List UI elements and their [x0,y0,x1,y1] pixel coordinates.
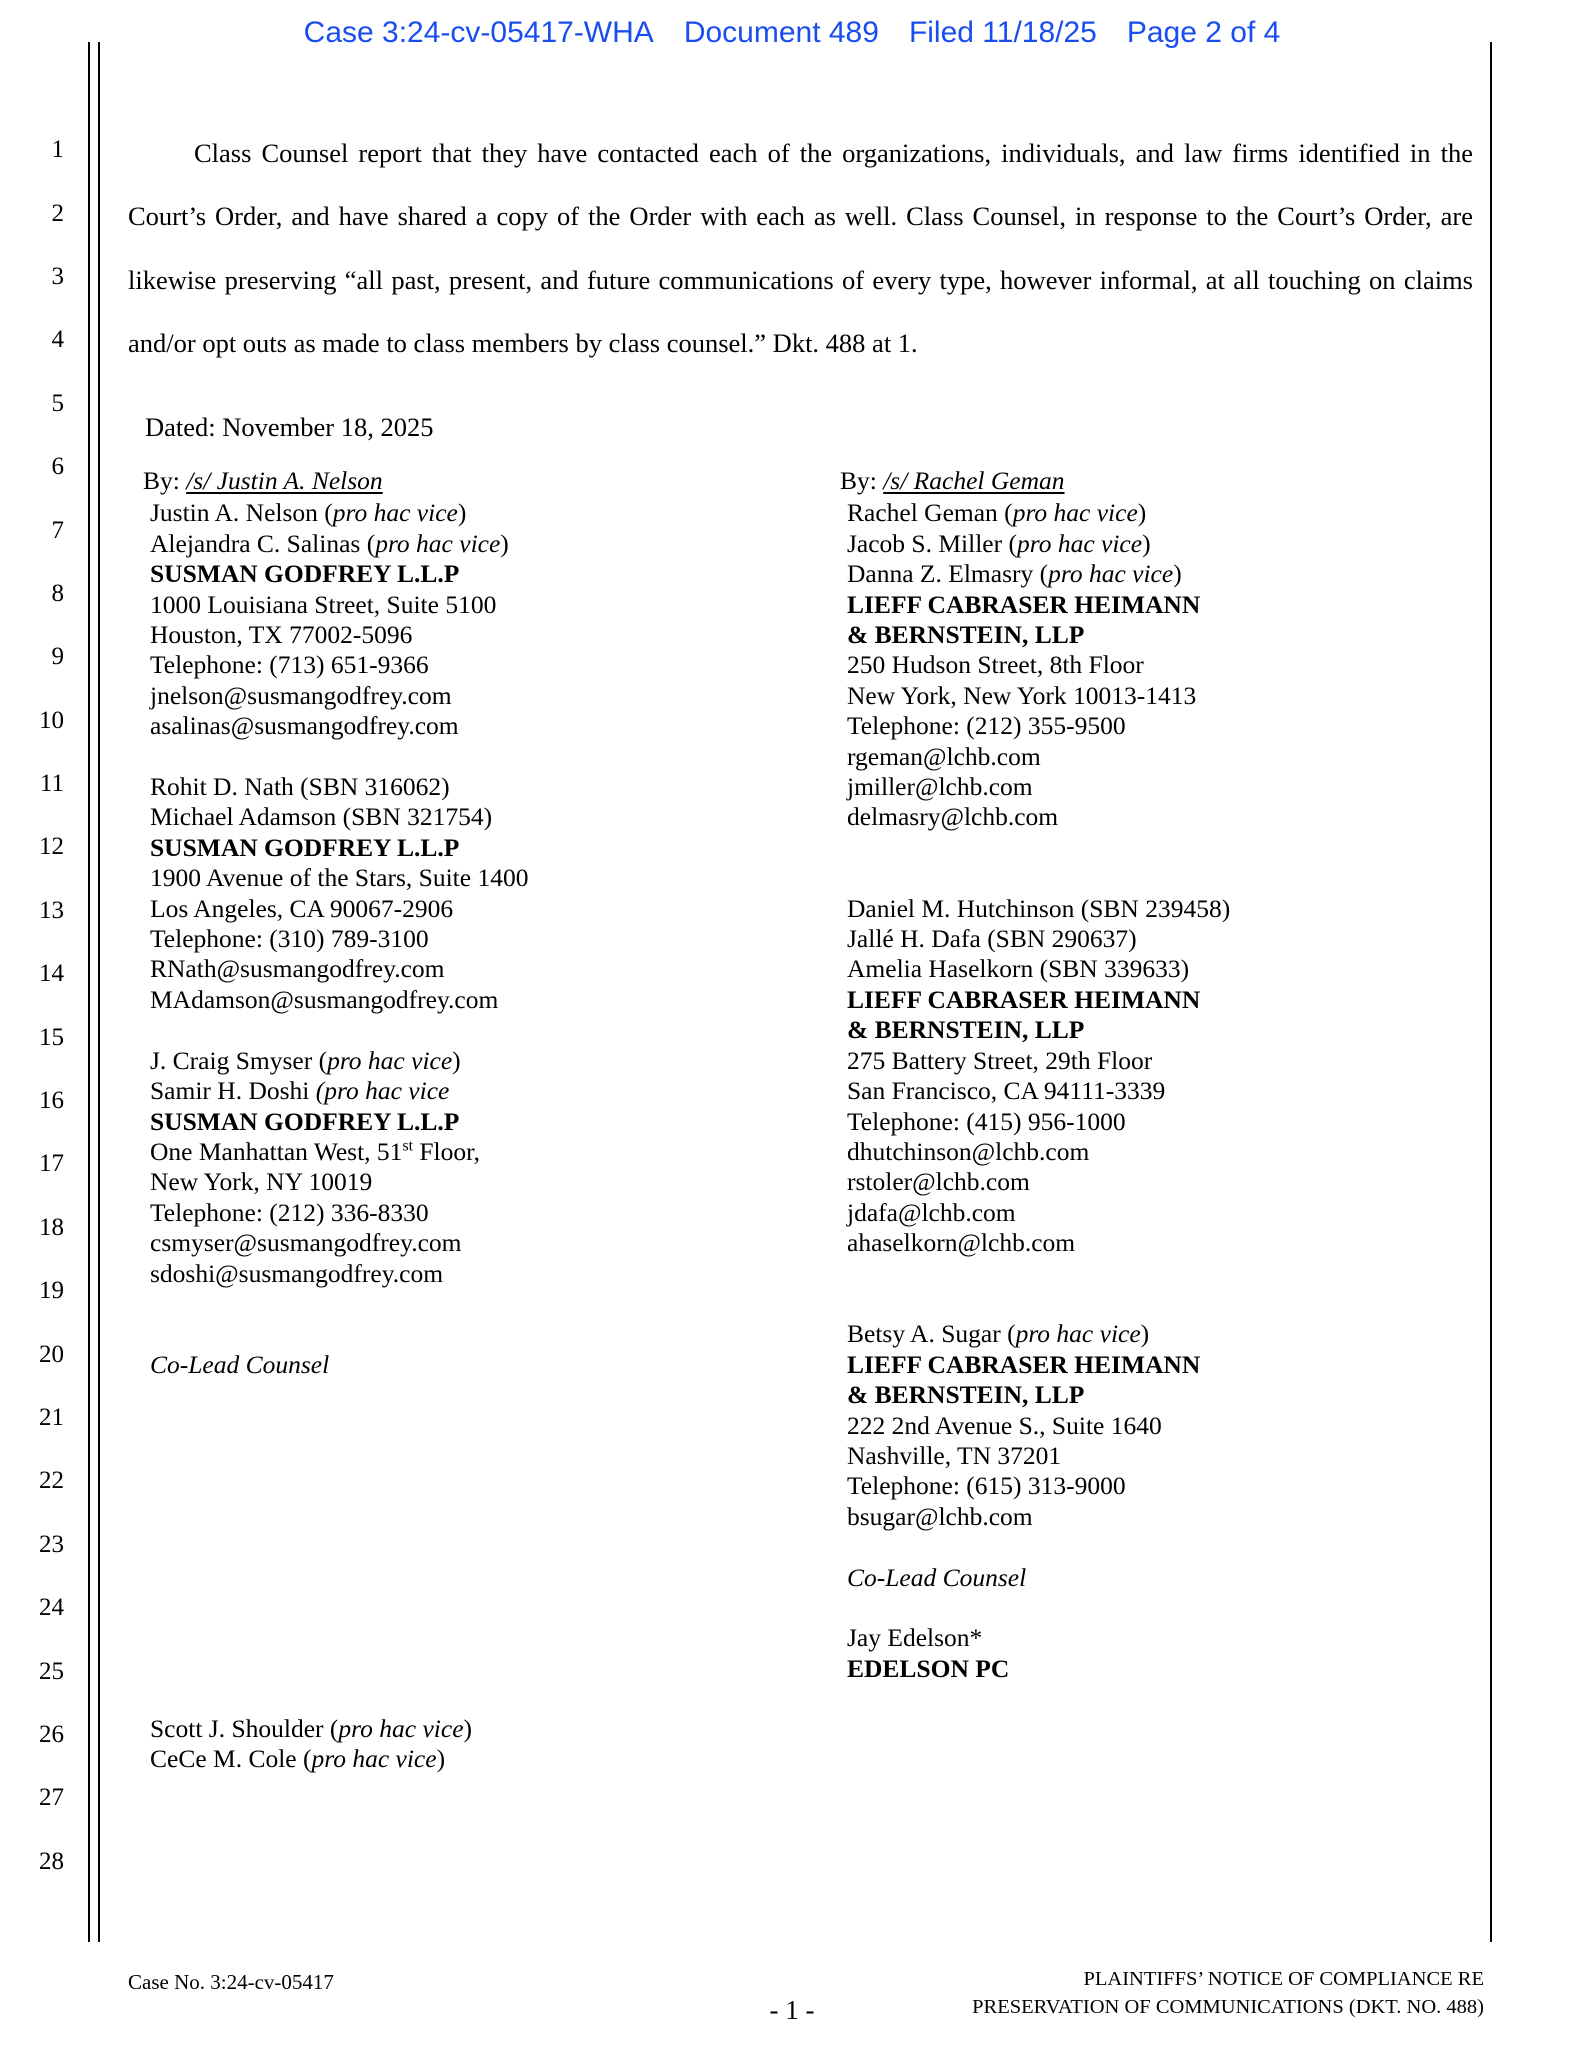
electronic-signature-right: /s/ Rachel Geman [883,466,1065,495]
attorney-name-tail: ) [500,528,509,558]
attorney-name-tail: ) [457,498,467,528]
line-number: 16 [39,1087,64,1115]
address-line: 275 Battery Street, 29th Floor [847,1045,1153,1075]
line-number: 17 [39,1150,64,1178]
firm-name-left-3: SUSMAN GODFREY L.L.P [150,1106,460,1136]
attorney-name: Justin A. Nelson ( [150,498,333,528]
line-number: 24 [39,1594,64,1622]
address-line: jdafa@lchb.com [847,1197,1016,1227]
attorney-name-right-4: Jay Edelson* [847,1623,983,1653]
firm-name-right-3-line2: & BERNSTEIN, LLP [847,1380,1085,1410]
address-line: New York, NY 10019 [150,1167,373,1197]
firm-address-left-1 [150,590,613,742]
line-number: 20 [39,1340,64,1368]
line-number: 5 [51,389,64,417]
firm-name-right-1-line1: LIEFF CABRASER HEIMANN [847,589,1201,619]
line-number: 21 [39,1404,64,1431]
attorney-name: Jacob S. Miller ( [847,528,1017,558]
attorney-line: Jallé H. Dafa (SBN 290637) [847,924,1137,954]
attorney-line: Michael Adamson (SBN 321754) [150,802,493,832]
line-number: 18 [39,1213,64,1241]
attorney-line [150,1046,613,1076]
attorney-name-tail: ) [463,1713,473,1743]
firm-name-right-2-line1: LIEFF CABRASER HEIMANN [847,984,1201,1014]
firm-name-right-3-line1: LIEFF CABRASER HEIMANN [847,1349,1201,1379]
by-line-left [143,466,613,496]
firm-name-left-2: SUSMAN GODFREY L.L.P [150,832,460,862]
attorney-name: Betsy A. Sugar ( [847,1319,1016,1349]
line-number: 26 [39,1720,64,1748]
ecf-case-number: Case 3:24-cv-05417-WHA [303,16,654,49]
address-line: asalinas@susmangodfrey.com [150,711,459,741]
ecf-page-indicator: Page 2 of 4 [1126,16,1281,49]
line-number: 22 [39,1467,64,1495]
pro-hac-vice-note: (pro hac vice [315,1076,450,1106]
attorney-name: J. Craig Smyser ( [150,1045,328,1075]
firm-name-right-1-line2: & BERNSTEIN, LLP [847,620,1085,650]
attorney-name-tail: ) [436,1744,446,1774]
address-line: Telephone: (212) 336-8330 [150,1197,429,1227]
line-number: 13 [39,896,64,924]
pleading-rule-left-outer [88,42,90,1942]
attorney-name-tail: ) [1137,498,1147,528]
address-line: New York, New York 10013-1413 [847,680,1197,710]
ecf-header-stamp [0,16,1584,50]
signature-block-right [840,466,1360,1684]
attorney-line: Amelia Haselkorn (SBN 339633) [847,954,1190,984]
address-line: csmyser@susmangodfrey.com [150,1228,462,1258]
address-line: Telephone: (615) 313-9000 [847,1471,1126,1501]
firm-address-right-2 [847,1046,1360,1259]
attorney-list-left-2 [150,772,613,833]
co-lead-counsel-label-left: Co-Lead Counsel [150,1349,330,1379]
address-line: 1000 Louisiana Street, Suite 5100 [150,589,497,619]
attorney-list-left-1 [150,498,613,559]
by-label-left: By: [143,466,180,495]
attorney-list-right-3 [847,1319,1360,1349]
footer-case-number: Case No. 3:24-cv-05417 [128,1970,334,1994]
line-number: 9 [51,643,64,671]
address-line: San Francisco, CA 94111-3339 [847,1076,1166,1106]
ecf-filed-date: Filed 11/18/25 [908,16,1097,49]
firm-address-left-2 [150,863,613,1015]
pleading-rule-right [1490,42,1492,1942]
electronic-signature-left: /s/ Justin A. Nelson [186,466,383,495]
line-number: 25 [39,1657,64,1685]
attorney-line [150,498,613,528]
pro-hac-vice-note: pro hac vice [1016,528,1143,558]
address-line: Telephone: (415) 956-1000 [847,1106,1126,1136]
dated-line: Dated: November 18, 2025 [145,412,434,442]
address-ordinal-suffix: st [402,1137,413,1155]
line-number: 7 [51,516,64,544]
pro-hac-vice-note: pro hac vice [338,1713,464,1743]
line-number: 8 [51,579,64,607]
co-lead-counsel-label-right: Co-Lead Counsel [847,1562,1027,1592]
address-street-post: Floor, [412,1136,480,1166]
attorney-list-left-4 [150,1714,613,1775]
address-line: jnelson@susmangodfrey.com [150,680,452,710]
attorney-name: CeCe M. Cole ( [150,1744,312,1774]
address-line: 250 Hudson Street, 8th Floor [847,650,1144,680]
attorney-line [847,529,1360,559]
attorney-name-tail: ) [452,1045,461,1075]
attorney-name: Alejandra C. Salinas ( [150,528,376,558]
firm-name-right-2-line2: & BERNSTEIN, LLP [847,1015,1085,1045]
address-line: Telephone: (212) 355-9500 [847,711,1126,741]
address-line: Los Angeles, CA 90067-2906 [150,893,454,923]
line-number: 28 [39,1847,64,1875]
address-line: delmasry@lchb.com [847,802,1059,832]
address-line: 222 2nd Avenue S., Suite 1640 [847,1410,1162,1440]
address-line: Telephone: (713) 651-9366 [150,650,429,680]
ecf-document-number: Document 489 [683,16,879,49]
line-number: 19 [39,1277,64,1305]
firm-address-left-3-line1 [150,1137,613,1167]
pro-hac-vice-note: pro hac vice [1015,1319,1141,1349]
line-number-column [0,118,78,1893]
pro-hac-vice-note: pro hac vice [375,528,501,558]
line-number: 2 [51,199,64,227]
firm-name-right-4: EDELSON PC [847,1653,1010,1683]
attorney-line [847,559,1360,589]
address-line: dhutchinson@lchb.com [847,1136,1090,1166]
line-number: 4 [51,326,64,354]
attorney-line [150,1714,613,1744]
signature-block-left [143,466,613,1775]
line-number: 10 [39,706,64,734]
firm-address-left-3 [150,1167,613,1289]
line-number: 14 [39,960,64,988]
attorney-line [150,1744,613,1774]
address-line: ahaselkorn@lchb.com [847,1228,1076,1258]
address-line: jmiller@lchb.com [847,772,1033,802]
line-number: 1 [51,136,64,164]
attorney-name-tail: ) [1173,559,1182,589]
firm-address-right-3 [847,1411,1360,1533]
address-line: bsugar@lchb.com [847,1501,1033,1531]
line-number: 23 [39,1530,64,1558]
by-line-right [840,466,1360,496]
line-number: 11 [39,770,64,798]
footer-title-line-2: PRESERVATION OF COMMUNICATIONS (DKT. NO. 488) [972,1996,1484,2018]
body-paragraph [128,122,1473,376]
attorney-line: Daniel M. Hutchinson (SBN 239458) [847,893,1231,923]
pro-hac-vice-note: pro hac vice [332,498,458,528]
address-line: RNath@susmangodfrey.com [150,954,445,984]
attorney-list-right-2 [847,894,1360,985]
attorney-name-tail: ) [1140,1319,1150,1349]
line-number: 6 [51,453,64,481]
attorney-line [150,1076,613,1106]
address-line: rgeman@lchb.com [847,741,1041,771]
pro-hac-vice-note: pro hac vice [1048,559,1174,589]
attorney-name: Scott J. Shoulder ( [150,1713,339,1743]
address-line: sdoshi@susmangodfrey.com [150,1258,444,1288]
address-line: MAdamson@susmangodfrey.com [150,984,499,1014]
firm-name-left-1: SUSMAN GODFREY L.L.P [150,559,460,589]
address-street-pre: One Manhattan West, 51 [150,1136,403,1166]
address-line: Telephone: (310) 789-3100 [150,924,429,954]
attorney-line: Rohit D. Nath (SBN 316062) [150,772,450,802]
attorney-list-left-3 [150,1046,613,1107]
address-line: Nashville, TN 37201 [847,1440,1062,1470]
line-number: 27 [39,1784,64,1812]
attorney-list-right-1 [847,498,1360,589]
footer-title-line-1: PLAINTIFFS’ NOTICE OF COMPLIANCE RE [1083,1968,1484,1990]
footer-document-title [924,1965,1484,2021]
footer-page-number: - 1 - [769,1995,815,2025]
line-number: 12 [39,833,64,861]
address-line: rstoler@lchb.com [847,1167,1030,1197]
pro-hac-vice-note: pro hac vice [311,1744,437,1774]
pro-hac-vice-note: pro hac vice [327,1045,453,1075]
body-paragraph-text: Class Counsel report that they have contacted each of the organizations, individuals, and law firms identified in the Court’s Order, and have shared a copy of the Order with each as well. Class Counsel, in response to the Court’s Order, are likewise preserving “all past, present, and future communications of every type, however informal, at all touching on claims and/or opt outs as made to class members by class counsel.” Dkt. 488 at 1. [128,138,1473,359]
attorney-name-tail: ) [1142,528,1151,558]
attorney-line [150,529,613,559]
attorney-name: Danna Z. Elmasry ( [847,559,1049,589]
address-line: 1900 Avenue of the Stars, Suite 1400 [150,863,529,893]
firm-address-right-1 [847,650,1360,832]
attorney-name: Rachel Geman ( [847,498,1013,528]
attorney-name: Samir H. Doshi [150,1076,316,1106]
line-number: 15 [39,1023,64,1051]
pro-hac-vice-note: pro hac vice [1012,498,1138,528]
line-number: 3 [51,262,64,290]
pleading-rule-left-inner [98,42,100,1942]
by-label-right: By: [840,466,877,495]
address-line: Houston, TX 77002-5096 [150,620,413,650]
attorney-line [847,1319,1360,1349]
attorney-line [847,498,1360,528]
